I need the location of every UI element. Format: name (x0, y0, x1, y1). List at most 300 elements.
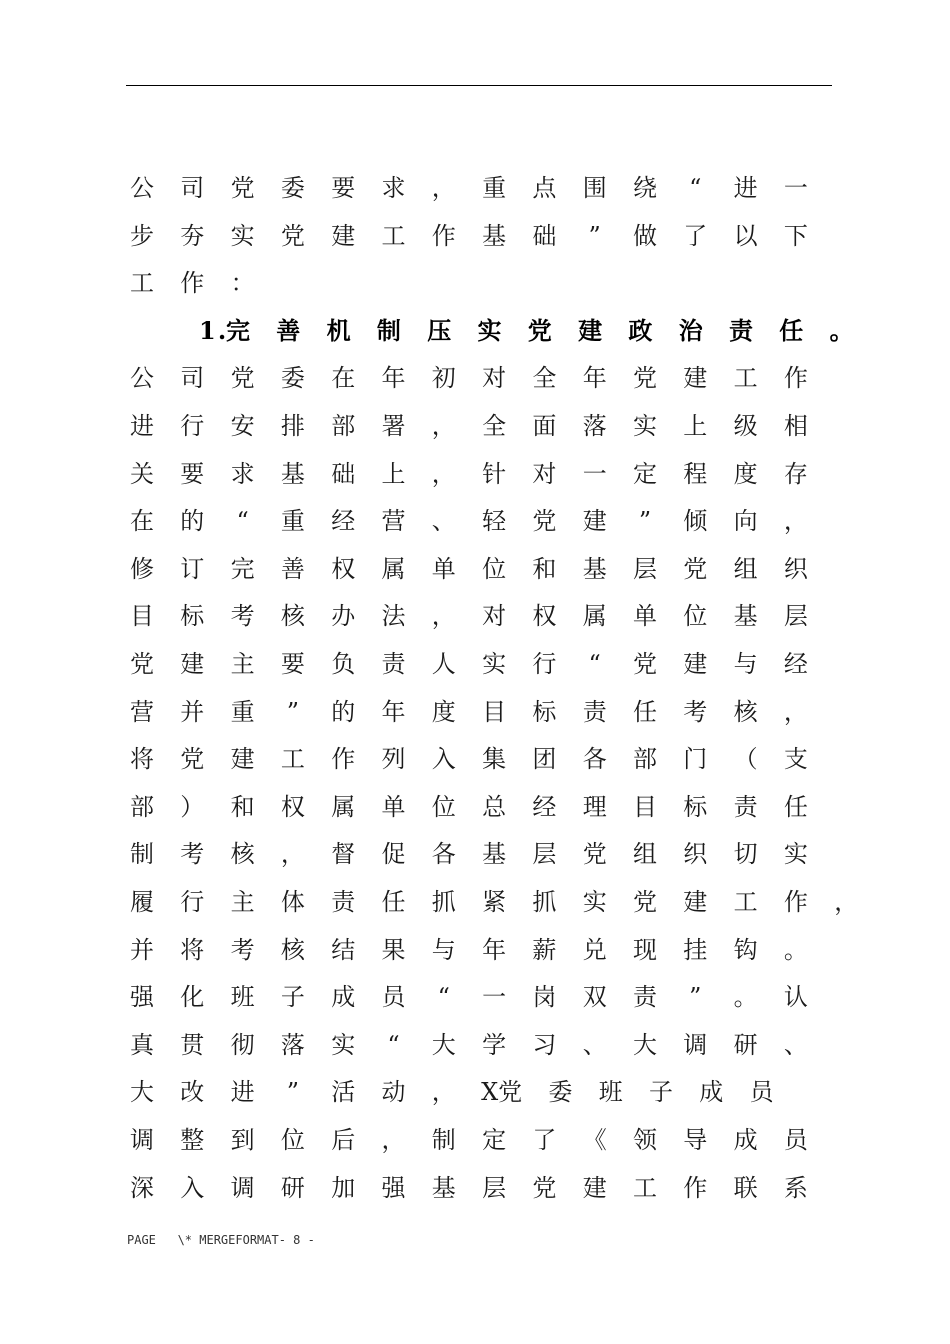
text-char: ， (834, 888, 859, 916)
text-char: 对 (532, 459, 557, 488)
text-char: 公 (130, 364, 154, 393)
text-char: 位 (280, 1126, 305, 1154)
text-char: X (481, 1078, 499, 1107)
text-char: 履 (130, 888, 154, 916)
text-char: 点 (532, 174, 557, 202)
text-char: 单 (633, 602, 657, 631)
text-char: 部 (130, 792, 154, 821)
text-char: 倾 (683, 507, 708, 536)
text-char: 组 (733, 554, 758, 583)
text-char: 强 (130, 983, 154, 1012)
text-char: 责 (381, 650, 406, 678)
text-char: 排 (280, 412, 305, 440)
paragraph-line (129, 882, 859, 922)
text-char: 并 (180, 697, 205, 726)
text-char: 岗 (532, 983, 557, 1012)
text-char: 目 (633, 792, 657, 821)
text-char: 作 (783, 364, 808, 393)
text-char: 研 (280, 1173, 305, 1202)
text-char: 作 (683, 1173, 708, 1202)
text-char: 位 (683, 602, 708, 631)
text-char: 任 (633, 697, 657, 726)
text-char: 考 (180, 840, 205, 869)
text-char: 程 (683, 459, 708, 488)
text-char: 营 (130, 697, 154, 726)
text-char: 成 (699, 1078, 724, 1107)
text-char: 班 (230, 983, 255, 1012)
paragraph-line (129, 216, 849, 256)
text-char: 实 (582, 888, 607, 916)
text-char: 基 (482, 840, 507, 869)
text-char: 。 (783, 935, 808, 964)
text-char: 并 (130, 935, 154, 964)
text-char: 任 (381, 888, 406, 916)
text-char: 党 (230, 174, 255, 202)
text-char: 委 (548, 1078, 573, 1107)
text-char: 主 (230, 650, 255, 678)
text-char: 实 (331, 1030, 356, 1059)
paragraph-line (129, 644, 849, 684)
text-char: 初 (431, 364, 456, 393)
text-char: 础 (532, 221, 557, 250)
text-char: 建 (683, 364, 708, 393)
text-char: 对 (482, 364, 507, 393)
paragraph-line (129, 358, 849, 398)
text-char: 学 (482, 1030, 507, 1059)
text-char: 大 (130, 1078, 154, 1107)
text-char: 调 (230, 1173, 255, 1202)
text-char: 责 (582, 697, 607, 726)
text-char: 以 (733, 221, 758, 250)
text-char: ” (286, 697, 300, 726)
paragraph-line (129, 1168, 849, 1208)
text-char: 夯 (180, 221, 205, 250)
header-rule (126, 85, 832, 86)
paragraph-line (129, 977, 849, 1017)
text-char: 核 (280, 935, 305, 964)
text-char: 党 (527, 315, 552, 345)
text-char: 全 (532, 364, 557, 393)
text-char: 属 (331, 792, 356, 821)
text-char: 定 (633, 459, 657, 488)
text-char: 联 (733, 1173, 758, 1202)
text-char: 和 (230, 792, 255, 821)
text-char: 建 (230, 745, 255, 774)
text-char: 的 (180, 507, 205, 536)
text-char: 司 (180, 364, 205, 393)
text-char: 挂 (683, 935, 708, 964)
text-char: ， (431, 1078, 456, 1107)
text-char: 大 (431, 1030, 456, 1059)
text-char: 面 (532, 412, 557, 440)
text-char: 人 (431, 650, 456, 678)
text-char: 工 (733, 888, 758, 916)
paragraph-line (129, 406, 849, 446)
text-char: 党 (633, 364, 657, 393)
text-char: 强 (381, 1173, 406, 1202)
text-char: 经 (331, 507, 356, 536)
text-char: 与 (733, 650, 758, 678)
paragraph-line (129, 263, 849, 303)
text-char: “ (387, 1030, 400, 1059)
paragraph-line (129, 739, 849, 779)
section-heading-line (129, 311, 854, 351)
text-char: 总 (482, 792, 507, 821)
text-char: 治 (678, 315, 703, 345)
text-char: 基 (482, 221, 507, 250)
text-char: 针 (482, 459, 507, 488)
text-char: 紧 (482, 888, 507, 916)
text-char: 单 (381, 792, 406, 821)
text-char: 入 (431, 745, 456, 774)
text-char: 步 (130, 221, 154, 250)
text-char: 营 (381, 507, 406, 536)
text-char: 党 (633, 888, 657, 916)
text-char: 将 (130, 745, 154, 774)
text-char: 党 (130, 650, 154, 678)
text-char: 彻 (230, 1030, 255, 1059)
text-char: 基 (733, 602, 758, 631)
text-char: ， (381, 1126, 406, 1154)
text-char: 年 (482, 935, 507, 964)
text-char: 层 (532, 840, 557, 869)
text-char: 核 (280, 602, 305, 631)
text-char: 结 (331, 935, 356, 964)
text-char: 作 (431, 221, 456, 250)
text-char: 研 (733, 1030, 758, 1059)
text-char: 工 (381, 221, 406, 250)
text-char: 、 (431, 507, 456, 536)
text-char: 基 (431, 1173, 456, 1202)
text-char: 度 (733, 459, 758, 488)
text-char: 建 (582, 507, 607, 536)
paragraph-line (129, 549, 849, 589)
text-char: 委 (280, 364, 305, 393)
text-char: 、 (582, 1030, 607, 1059)
text-char: 支 (783, 745, 808, 774)
paragraph-line (129, 834, 849, 874)
text-char: ， (431, 412, 456, 440)
text-char: 行 (532, 650, 557, 678)
text-char: 年 (381, 697, 406, 726)
text-char: “ (437, 983, 450, 1012)
text-char: 党 (633, 650, 657, 678)
text-char: ” (689, 983, 702, 1012)
text-char: 考 (230, 935, 255, 964)
text-char: 建 (683, 650, 708, 678)
paragraph-line (129, 930, 849, 970)
text-char: 落 (582, 412, 607, 440)
text-char: 向 (733, 507, 758, 536)
text-char: 行 (180, 888, 205, 916)
text-char: 双 (582, 983, 607, 1012)
text-char: 工 (280, 745, 305, 774)
text-char: ： (230, 269, 255, 298)
text-char: 一 (582, 459, 607, 488)
text-char: 责 (733, 792, 758, 821)
text-char: 定 (482, 1126, 507, 1154)
text-char: 属 (582, 602, 607, 631)
text-char: 子 (280, 983, 305, 1012)
text-char: 员 (783, 1126, 808, 1154)
text-char: 大 (633, 1030, 657, 1059)
text-char: 压 (427, 315, 452, 345)
text-char: 实 (482, 650, 507, 678)
text-char: 党 (498, 1078, 523, 1107)
text-char: 贯 (180, 1030, 205, 1059)
text-char: 实 (477, 315, 502, 345)
text-char: 存 (783, 459, 808, 488)
text-char: 层 (633, 554, 657, 583)
text-char: 制 (376, 315, 401, 345)
text-char: 党 (180, 745, 205, 774)
text-char: 和 (532, 554, 557, 583)
text-char: 现 (633, 935, 657, 964)
text-char: 调 (130, 1126, 154, 1154)
text-char: 后 (331, 1126, 356, 1154)
text-char: 组 (633, 840, 657, 869)
text-char: 1 (199, 315, 216, 345)
text-char: 促 (381, 840, 406, 869)
text-char: 一 (482, 983, 507, 1012)
text-char: 党 (683, 554, 708, 583)
text-char: 入 (180, 1173, 205, 1202)
text-char: 制 (431, 1126, 456, 1154)
text-char: 作 (783, 888, 808, 916)
text-char: 实 (783, 840, 808, 869)
text-char: 、 (783, 1030, 808, 1059)
text-char: 党 (532, 1173, 557, 1202)
text-char: 上 (683, 412, 708, 440)
text-char: “ (689, 174, 702, 202)
text-char: 在 (331, 364, 356, 393)
text-char: 建 (331, 221, 356, 250)
text-char: 制 (130, 840, 154, 869)
text-char: 重 (280, 507, 305, 536)
text-char: 全 (482, 412, 507, 440)
text-char: 目 (130, 602, 154, 631)
text-char: 督 (331, 840, 356, 869)
text-char: 责 (331, 888, 356, 916)
text-char: 办 (331, 602, 356, 631)
text-char: 目 (482, 697, 507, 726)
text-char: 加 (331, 1173, 356, 1202)
text-char: 切 (733, 840, 758, 869)
text-char: ” (588, 221, 601, 250)
text-char: 核 (230, 840, 255, 869)
text-char: 主 (230, 888, 255, 916)
text-char: 权 (331, 554, 356, 583)
text-char: 机 (326, 315, 351, 345)
text-char: 权 (280, 792, 305, 821)
text-char: 权 (532, 602, 557, 631)
text-char: 动 (381, 1078, 406, 1107)
text-char: 部 (633, 745, 657, 774)
text-char: 进 (733, 174, 758, 202)
text-char: 各 (431, 840, 456, 869)
paragraph-line (129, 168, 849, 208)
text-char: 善 (276, 315, 301, 345)
text-char: 成 (733, 1126, 758, 1154)
text-char: ， (431, 459, 456, 488)
text-char: 作 (180, 269, 205, 298)
page-footer: PAGE \* MERGEFORMAT- 8 - (127, 1233, 315, 1247)
text-char: ， (280, 840, 305, 869)
text-char: 做 (633, 221, 657, 250)
text-char: 单 (431, 554, 456, 583)
text-char: 导 (683, 1126, 708, 1154)
text-char: ， (431, 602, 456, 631)
text-char: 门 (683, 745, 708, 774)
text-char: 了 (532, 1126, 557, 1154)
text-char: 行 (180, 412, 205, 440)
text-char: 下 (783, 221, 808, 250)
text-char: 建 (683, 888, 708, 916)
text-char: 调 (683, 1030, 708, 1059)
text-char: 。 (733, 983, 758, 1012)
text-char: 实 (230, 221, 255, 250)
paragraph-line (129, 501, 849, 541)
text-char: 薪 (532, 935, 557, 964)
text-char: 围 (582, 174, 607, 202)
text-char: 《 (582, 1126, 607, 1154)
text-char: 体 (280, 888, 305, 916)
text-char: 善 (280, 554, 305, 583)
text-char: ” (286, 1078, 300, 1107)
text-char: 标 (683, 792, 708, 821)
text-char: 团 (532, 745, 557, 774)
text-char: 实 (633, 412, 657, 440)
text-char: 年 (381, 364, 406, 393)
text-char: 的 (331, 697, 356, 726)
paragraph-line (129, 1120, 849, 1160)
text-char: 位 (482, 554, 507, 583)
paragraph-line (129, 596, 849, 636)
text-char: 轻 (482, 507, 507, 536)
text-char: 集 (482, 745, 507, 774)
text-char: 党 (280, 221, 305, 250)
text-char: 。 (829, 315, 854, 345)
paragraph-line (129, 692, 849, 732)
text-char: 钩 (733, 935, 758, 964)
text-char: 标 (180, 602, 205, 631)
text-char: 改 (180, 1078, 205, 1107)
text-char: 关 (130, 459, 154, 488)
text-char: 考 (230, 602, 255, 631)
text-char: 建 (582, 1173, 607, 1202)
text-char: 党 (230, 364, 255, 393)
text-char: 绕 (633, 174, 657, 202)
text-char: 深 (130, 1173, 154, 1202)
text-char: 司 (180, 174, 205, 202)
text-char: 工 (633, 1173, 657, 1202)
text-char: 要 (280, 650, 305, 678)
text-char: 认 (783, 983, 808, 1012)
text-char: 责 (729, 315, 753, 345)
text-char: ， (431, 174, 456, 202)
text-char: 基 (582, 554, 607, 583)
text-char: 属 (381, 554, 406, 583)
text-char: 工 (130, 269, 154, 298)
text-char: 安 (230, 412, 255, 440)
text-char: 成 (331, 983, 356, 1012)
text-char: 党 (532, 507, 557, 536)
text-char: ” (638, 507, 652, 536)
text-char: ， (783, 507, 808, 536)
text-char: 进 (130, 412, 154, 440)
text-char: 任 (783, 792, 808, 821)
text-char: 习 (532, 1030, 557, 1059)
text-char: 要 (331, 174, 356, 202)
text-char: 经 (532, 792, 557, 821)
text-char: 层 (482, 1173, 507, 1202)
text-char: 度 (431, 697, 456, 726)
text-char: 进 (230, 1078, 255, 1107)
text-char: 到 (230, 1126, 255, 1154)
text-char: 活 (331, 1078, 356, 1107)
text-char: 要 (180, 459, 205, 488)
text-char: 署 (381, 412, 406, 440)
text-char: 负 (331, 650, 356, 678)
text-char: 政 (628, 315, 653, 345)
text-char: 子 (649, 1078, 673, 1107)
text-char: 班 (598, 1078, 623, 1107)
text-char: 列 (381, 745, 406, 774)
text-char: 委 (280, 174, 305, 202)
text-char: 基 (280, 459, 305, 488)
text-char: 上 (381, 459, 406, 488)
text-char: 领 (633, 1126, 657, 1154)
text-char: 部 (331, 412, 356, 440)
text-char: 位 (431, 792, 456, 821)
text-char: 一 (783, 174, 808, 202)
text-char: 织 (783, 554, 808, 583)
text-char: 果 (381, 935, 406, 964)
text-char: 化 (180, 983, 205, 1012)
text-char: 建 (578, 315, 603, 345)
text-char: 将 (180, 935, 205, 964)
text-char: 理 (582, 792, 607, 821)
text-char: 核 (733, 697, 758, 726)
text-char: 标 (532, 697, 557, 726)
text-char: 在 (130, 507, 154, 536)
text-char: 相 (783, 412, 808, 440)
text-char: 抓 (431, 888, 456, 916)
text-char: 党 (582, 840, 607, 869)
text-char: “ (588, 650, 601, 678)
text-char: 真 (130, 1030, 154, 1059)
text-char: 修 (130, 554, 154, 583)
text-char: 公 (130, 174, 154, 202)
text-char: “ (236, 507, 249, 536)
text-char: 层 (783, 602, 808, 631)
text-char: ， (783, 697, 808, 726)
text-char: （ (733, 745, 758, 774)
text-char: 责 (633, 983, 657, 1012)
text-char: 订 (180, 554, 205, 583)
text-char: 础 (331, 459, 356, 488)
text-char: 系 (783, 1173, 808, 1202)
text-char: 求 (381, 174, 406, 202)
text-char: 了 (683, 221, 708, 250)
text-char: 级 (733, 412, 758, 440)
text-char: 求 (230, 459, 255, 488)
text-char: 任 (779, 315, 804, 345)
text-char: 对 (482, 602, 507, 631)
text-char: 重 (230, 697, 255, 726)
text-char: 年 (582, 364, 607, 393)
text-char: 完 (226, 315, 250, 345)
